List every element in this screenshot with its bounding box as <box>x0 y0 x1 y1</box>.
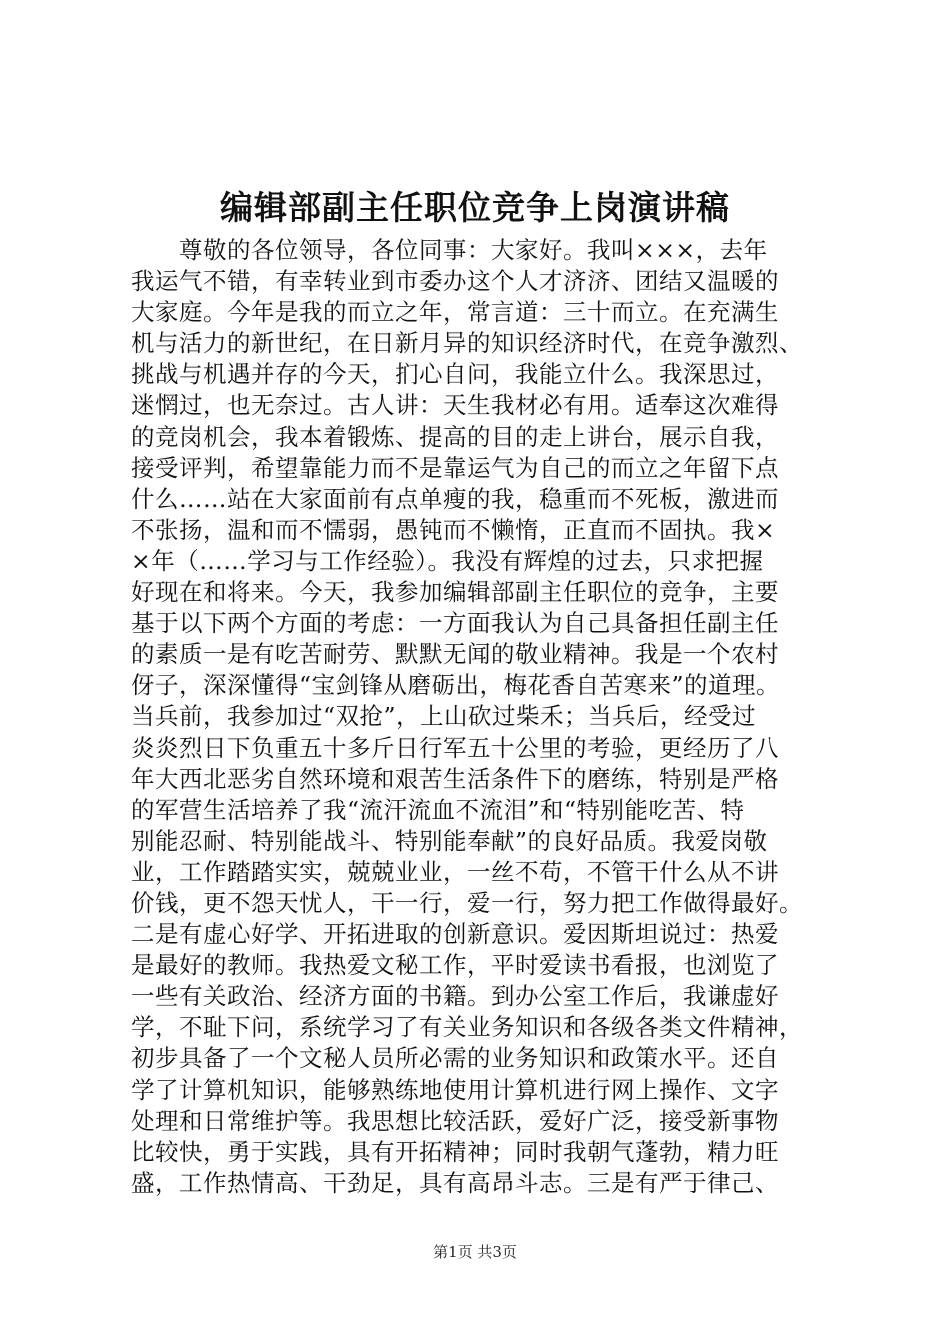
body-line: 接受评判，希望靠能力而不是靠运气为自己的而立之年留下点 <box>131 453 779 482</box>
body-line: 伢子，深深懂得“宝剑锋从磨砺出，梅花香自苦寒来”的道理。 <box>131 671 781 700</box>
body-line: 业，工作踏踏实实，兢兢业业，一丝不苟，不管干什么从不讲 <box>131 857 779 886</box>
body-line: 尊敬的各位领导，各位同事：大家好。我叫×××，去年 <box>131 236 768 264</box>
body-line: 的竞岗机会，我本着锻炼、提高的目的走上讲台，展示自我， <box>131 422 779 451</box>
body-line: 什么……站在大家面前有点单瘦的我，稳重而不死板，激进而 <box>131 484 779 513</box>
document-title: 编辑部副主任职位竞争上岗演讲稿 <box>220 188 730 227</box>
body-line: 是最好的教师。我热爱文秘工作，平时爱读书看报，也浏览了 <box>131 951 779 980</box>
body-line: 的军营生活培养了我“流汗流血不流泪”和“特别能吃苦、特 <box>131 795 745 824</box>
body-line: 学，不耻下问，系统学习了有关业务知识和各级各类文件精神， <box>131 1013 803 1042</box>
body-line: 价钱，更不怨天忧人，干一行，爱一行，努力把工作做得最好。 <box>131 888 803 917</box>
body-line: 不张扬，温和而不懦弱，愚钝而不懒惰，正直而不固执。我× <box>131 515 776 544</box>
body-line: 挑战与机遇并存的今天，扪心自问，我能立什么。我深思过， <box>131 360 779 389</box>
body-line: 迷惘过，也无奈过。古人讲：天生我材必有用。适奉这次难得 <box>131 391 779 420</box>
body-line: 好现在和将来。今天，我参加编辑部副主任职位的竞争，主要 <box>131 578 779 607</box>
body-line: 盛，工作热情高、干劲足，具有高昂斗志。三是有严于律己、 <box>131 1168 779 1197</box>
body-line: 年大西北恶劣自然环境和艰苦生活条件下的磨练，特别是严格 <box>131 764 779 793</box>
document-body <box>131 235 847 1199</box>
body-line: 机与活力的新世纪，在日新月异的知识经济时代，在竞争激烈、 <box>131 329 803 358</box>
body-line: 当兵前，我参加过“双抢”，上山砍过柴禾；当兵后，经受过 <box>131 702 757 731</box>
body-line: 一些有关政治、经济方面的书籍。到办公室工作后，我谦虚好 <box>131 982 779 1011</box>
body-line: 别能忍耐、特别能战斗、特别能奉献”的良好品质。我爱岗敬 <box>131 826 768 855</box>
body-line: 比较快，勇于实践，具有开拓精神；同时我朝气蓬勃，精力旺 <box>131 1137 779 1166</box>
body-line: 二是有虚心好学、开拓进取的创新意识。爱因斯坦说过：热爱 <box>131 920 779 949</box>
body-line: 我运气不错，有幸转业到市委办这个人才济济、团结又温暖的 <box>131 267 779 296</box>
body-line: 初步具备了一个文秘人员所必需的业务知识和政策水平。还自 <box>131 1044 779 1073</box>
body-line: 学了计算机知识，能够熟练地使用计算机进行网上操作、文字 <box>131 1075 779 1104</box>
body-line: 的素质一是有吃苦耐劳、默默无闻的敬业精神。我是一个农村 <box>131 640 779 669</box>
body-line: 处理和日常维护等。我思想比较活跃，爱好广泛，接受新事物 <box>131 1106 779 1135</box>
page-number-footer: 第1页 共3页 <box>433 1243 517 1261</box>
body-line: 炎炎烈日下负重五十多斤日行军五十公里的考验，更经历了八 <box>131 733 779 762</box>
body-line: 基于以下两个方面的考虑：一方面我认为自己具备担任副主任 <box>131 609 779 638</box>
body-line: 大家庭。今年是我的而立之年，常言道：三十而立。在充满生 <box>131 298 779 327</box>
body-line: ×年（……学习与工作经验）。我没有辉煌的过去，只求把握 <box>131 546 764 575</box>
